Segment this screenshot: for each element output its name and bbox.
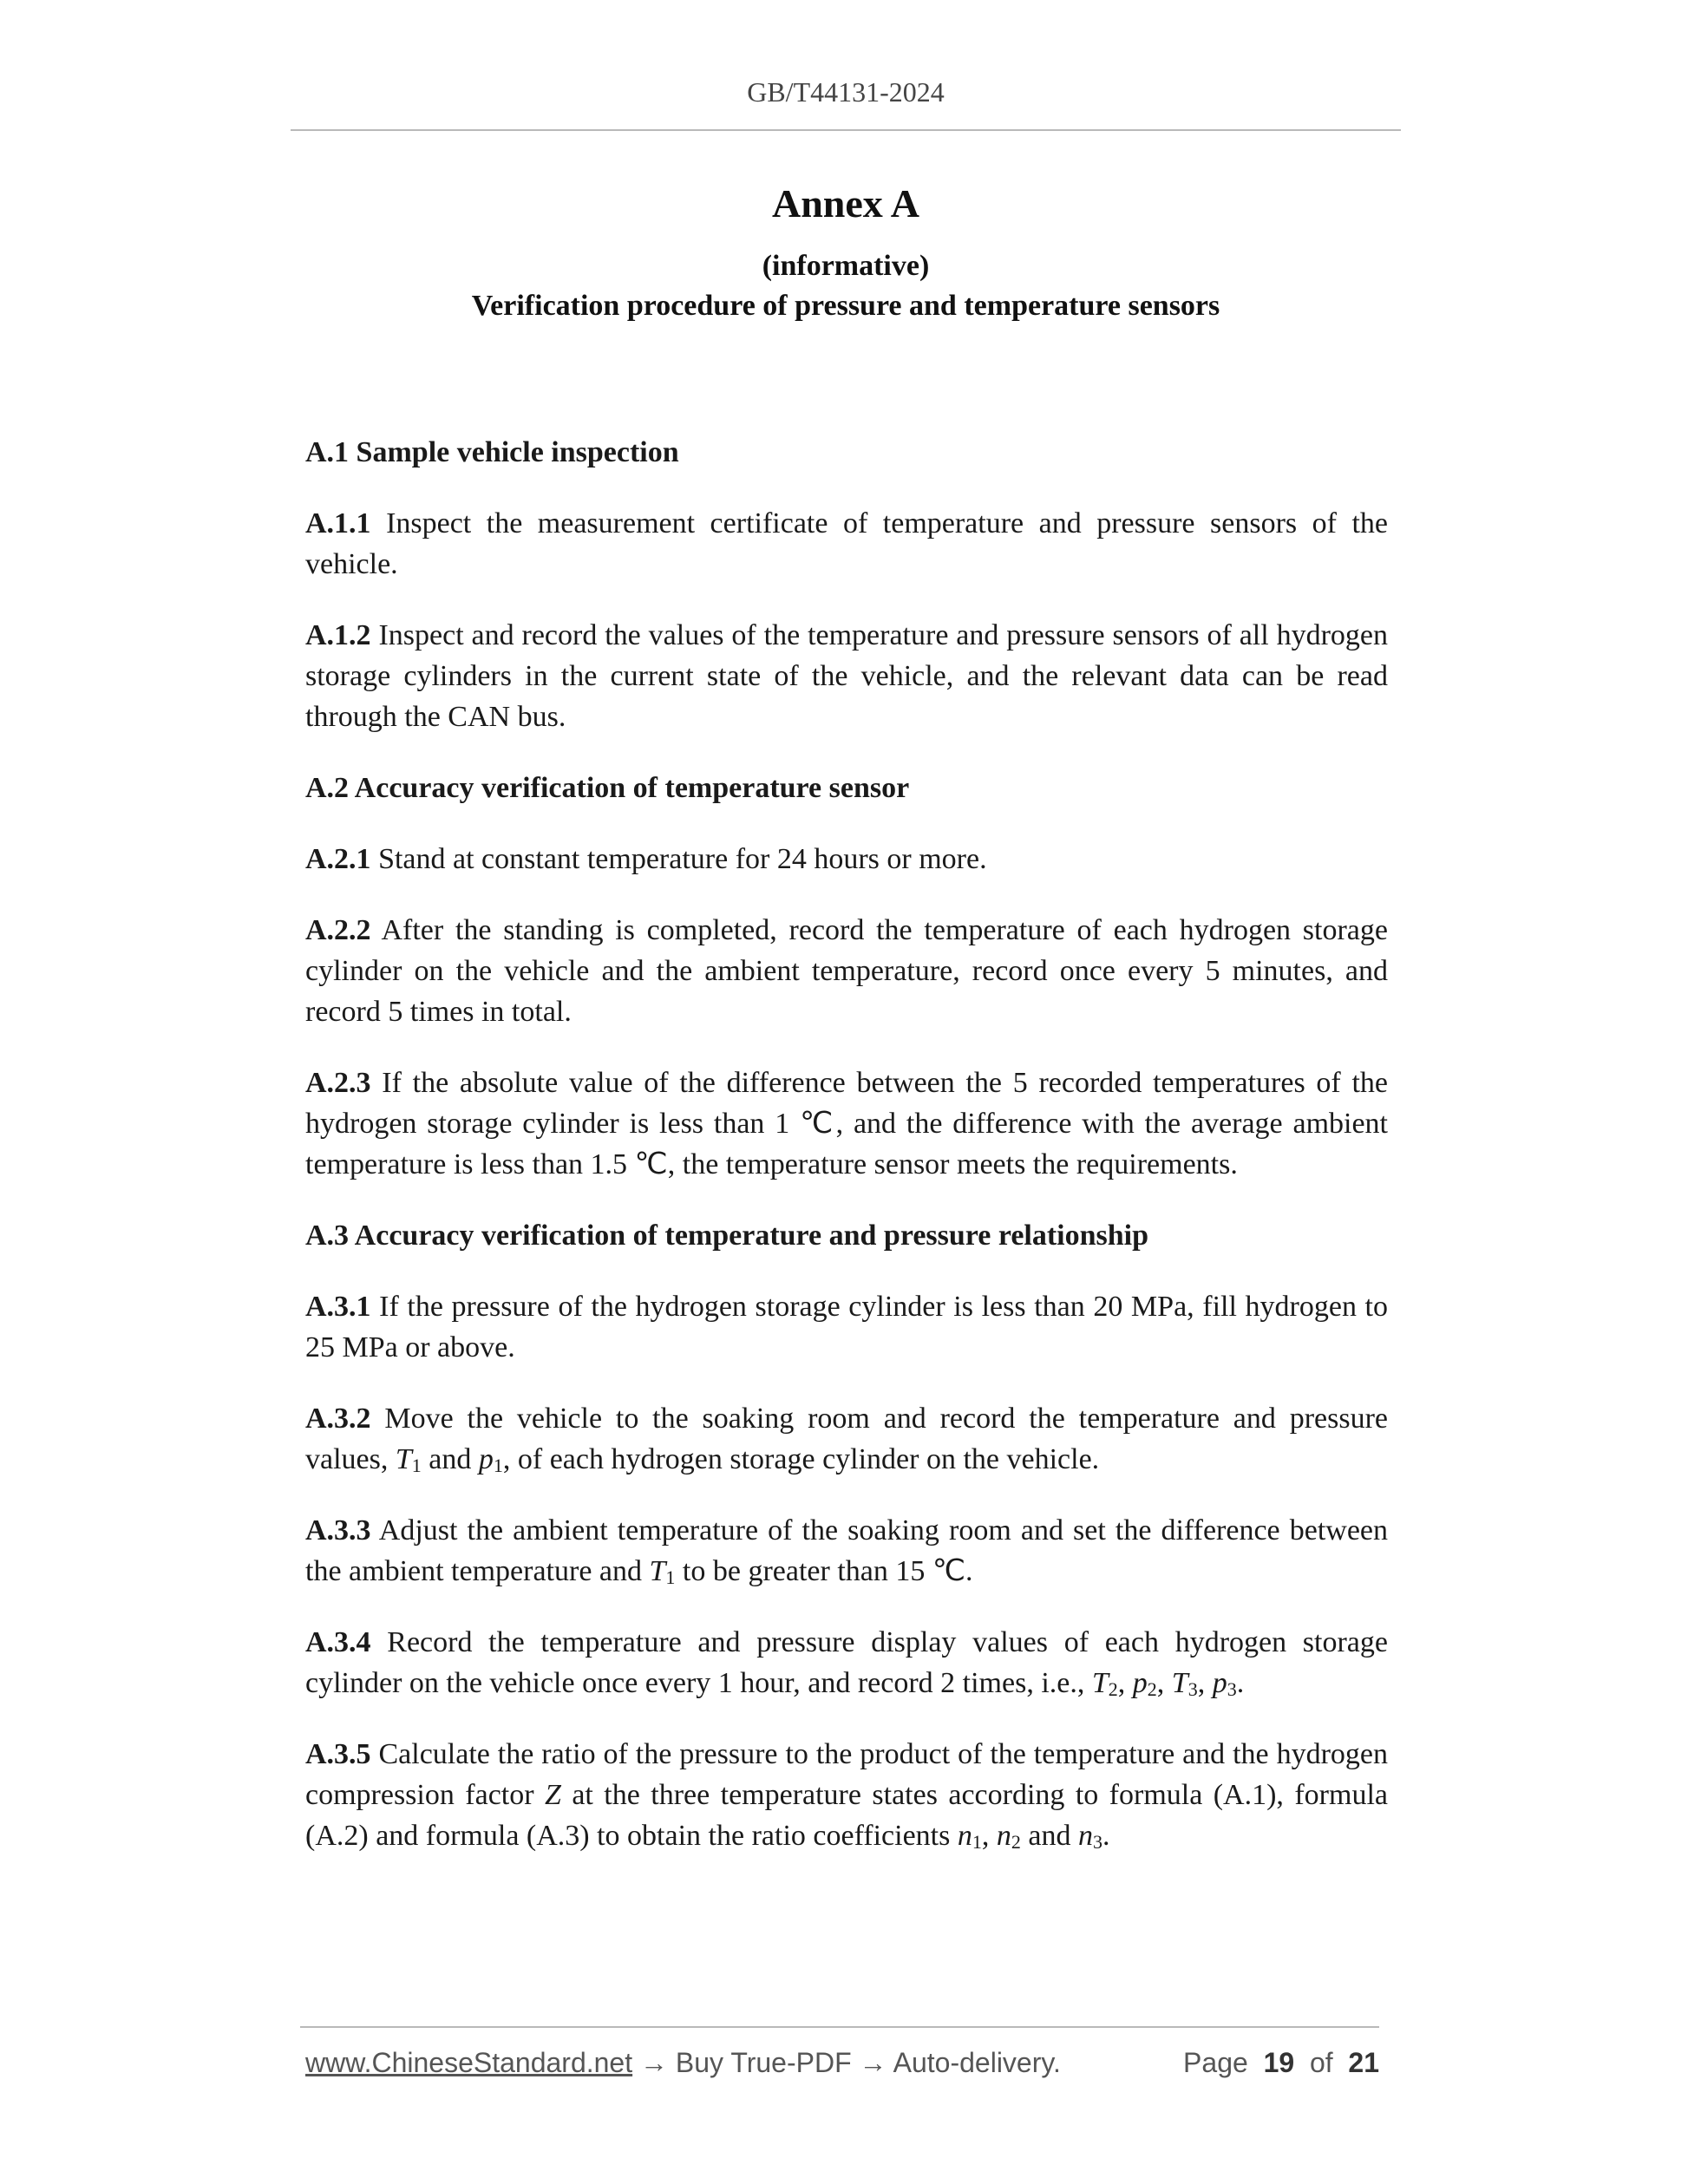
clause-a-3-2 — [305, 1398, 1388, 1480]
page-indicator — [1183, 2047, 1379, 2079]
clause-text: Move the vehicle to the soaking room and record the temperature and pressure values, — [305, 1403, 1388, 1475]
clause-number: A.1.2 — [305, 619, 371, 651]
clause-text: Inspect the measurement certificate of temperature and pressure sensors of the vehicle. — [305, 507, 1388, 580]
annex-title: Annex A — [772, 181, 919, 226]
clause-a-2-2 — [305, 910, 1388, 1032]
period: . — [1236, 1667, 1245, 1699]
clause-a-3-3 — [305, 1510, 1388, 1592]
clause-number: A.1.1 — [305, 507, 371, 539]
subscript: 1 — [411, 1455, 422, 1476]
symbol-ratio: n — [1077, 1820, 1093, 1852]
document-id-header: GB/T44131-2024 — [747, 76, 945, 108]
clause-number: A.3.3 — [305, 1514, 371, 1546]
subscript: 3 — [1092, 1831, 1102, 1853]
separator: , — [1156, 1667, 1172, 1699]
clause-text: Calculate the ratio of the pressure to the product of the temperature and the hydrogen compression factor — [305, 1738, 1388, 1811]
symbol-compression-factor: Z — [544, 1779, 561, 1811]
subscript: 2 — [1011, 1831, 1021, 1853]
clause-a-3-1 — [305, 1286, 1388, 1368]
website-link[interactable]: www.ChineseStandard.net — [305, 2047, 633, 2078]
subscript: 1 — [665, 1566, 676, 1588]
section-heading-a2: A.2 Accuracy verification of temperature sensor — [305, 772, 910, 804]
symbol-ratio: n — [996, 1820, 1011, 1852]
clause-number: A.3.2 — [305, 1403, 371, 1435]
conjunction: and — [1020, 1820, 1078, 1852]
symbol-pressure: p — [1132, 1667, 1148, 1699]
subscript: 2 — [1108, 1678, 1118, 1700]
of-label: of — [1309, 2047, 1333, 2078]
clause-a-1-1 — [305, 503, 1388, 585]
clause-text: at the three temperature states according to formula (A.1), formula (A.2) and formula (A.3) to obtain the ratio coefficients — [305, 1779, 1388, 1852]
symbol-temperature: T — [395, 1443, 412, 1475]
separator: , — [1117, 1667, 1133, 1699]
clause-text: Inspect and record the values of the temperature and pressure sensors of all hydrogen storage cylinders in the current state of the vehicle, and the relevant data can be read through the CAN bus. — [305, 619, 1388, 733]
subscript: 3 — [1227, 1678, 1237, 1700]
clause-number: A.2.2 — [305, 914, 371, 946]
symbol-pressure: p — [1212, 1667, 1227, 1699]
clause-text: After the standing is completed, record the temperature of each hydrogen storage cylinder on the vehicle and the ambient temperature, record once every 5 minutes, and record 5 times in total. — [305, 914, 1388, 1028]
section-heading-a3: A.3 Accuracy verification of temperature and pressure relationship — [305, 1220, 1149, 1252]
conjunction: and — [421, 1443, 479, 1475]
symbol-temperature: T — [1171, 1667, 1188, 1699]
period: . — [1102, 1820, 1110, 1852]
clause-number: A.2.3 — [305, 1067, 371, 1099]
clause-number: A.3.1 — [305, 1291, 371, 1323]
clause-text: If the pressure of the hydrogen storage cylinder is less than 20 MPa, fill hydrogen to 25 MPa or above. — [305, 1291, 1388, 1363]
clause-text: Record the temperature and pressure display values of each hydrogen storage cylinder on the vehicle once every 1 hour, and record 2 times, i.e., — [305, 1626, 1388, 1699]
clause-text: to be greater than 15 ℃. — [675, 1555, 973, 1587]
footer-text: → Buy True-PDF → Auto-delivery. — [632, 2047, 1061, 2078]
clause-text: Stand at constant temperature for 24 hours or more. — [370, 843, 987, 875]
symbol-ratio: n — [957, 1820, 972, 1852]
subscript: 1 — [493, 1455, 503, 1476]
symbol-pressure: p — [478, 1443, 494, 1475]
clause-a-2-1 — [305, 839, 1388, 879]
annex-type: (informative) — [762, 250, 930, 282]
page-label: Page — [1183, 2047, 1248, 2078]
page-footer — [305, 2047, 1379, 2079]
clause-a-3-5 — [305, 1734, 1388, 1856]
clause-number: A.2.1 — [305, 843, 371, 875]
total-pages: 21 — [1348, 2047, 1379, 2078]
header-divider — [291, 129, 1401, 131]
subscript: 3 — [1187, 1678, 1198, 1700]
subscript: 1 — [972, 1831, 982, 1853]
symbol-temperature: T — [649, 1555, 666, 1587]
clause-a-1-2 — [305, 615, 1388, 737]
symbol-temperature: T — [1091, 1667, 1109, 1699]
clause-a-3-4 — [305, 1622, 1388, 1703]
clause-number: A.3.4 — [305, 1626, 371, 1658]
document-body — [305, 432, 1388, 1886]
page-number: 19 — [1263, 2047, 1295, 2078]
clause-text: , of each hydrogen storage cylinder on the vehicle. — [502, 1443, 1100, 1475]
clause-a-2-3 — [305, 1063, 1388, 1185]
separator: , — [1197, 1667, 1213, 1699]
subscript: 2 — [1147, 1678, 1157, 1700]
clause-number: A.3.5 — [305, 1738, 371, 1770]
section-heading-a1: A.1 Sample vehicle inspection — [305, 436, 679, 468]
separator: , — [981, 1820, 997, 1852]
clause-text: Adjust the ambient temperature of the soaking room and set the difference between the ambient temperature and — [305, 1514, 1388, 1587]
clause-text: If the absolute value of the difference between the 5 recorded temperatures of the hydrogen storage cylinder is less than 1 ℃, and the difference with the average ambient temperature is less than 1.5 ℃, the temperature sensor meets the requirements. — [305, 1067, 1388, 1180]
annex-description: Verification procedure of pressure and temperature sensors — [471, 290, 1220, 322]
footer-divider — [300, 2026, 1379, 2028]
